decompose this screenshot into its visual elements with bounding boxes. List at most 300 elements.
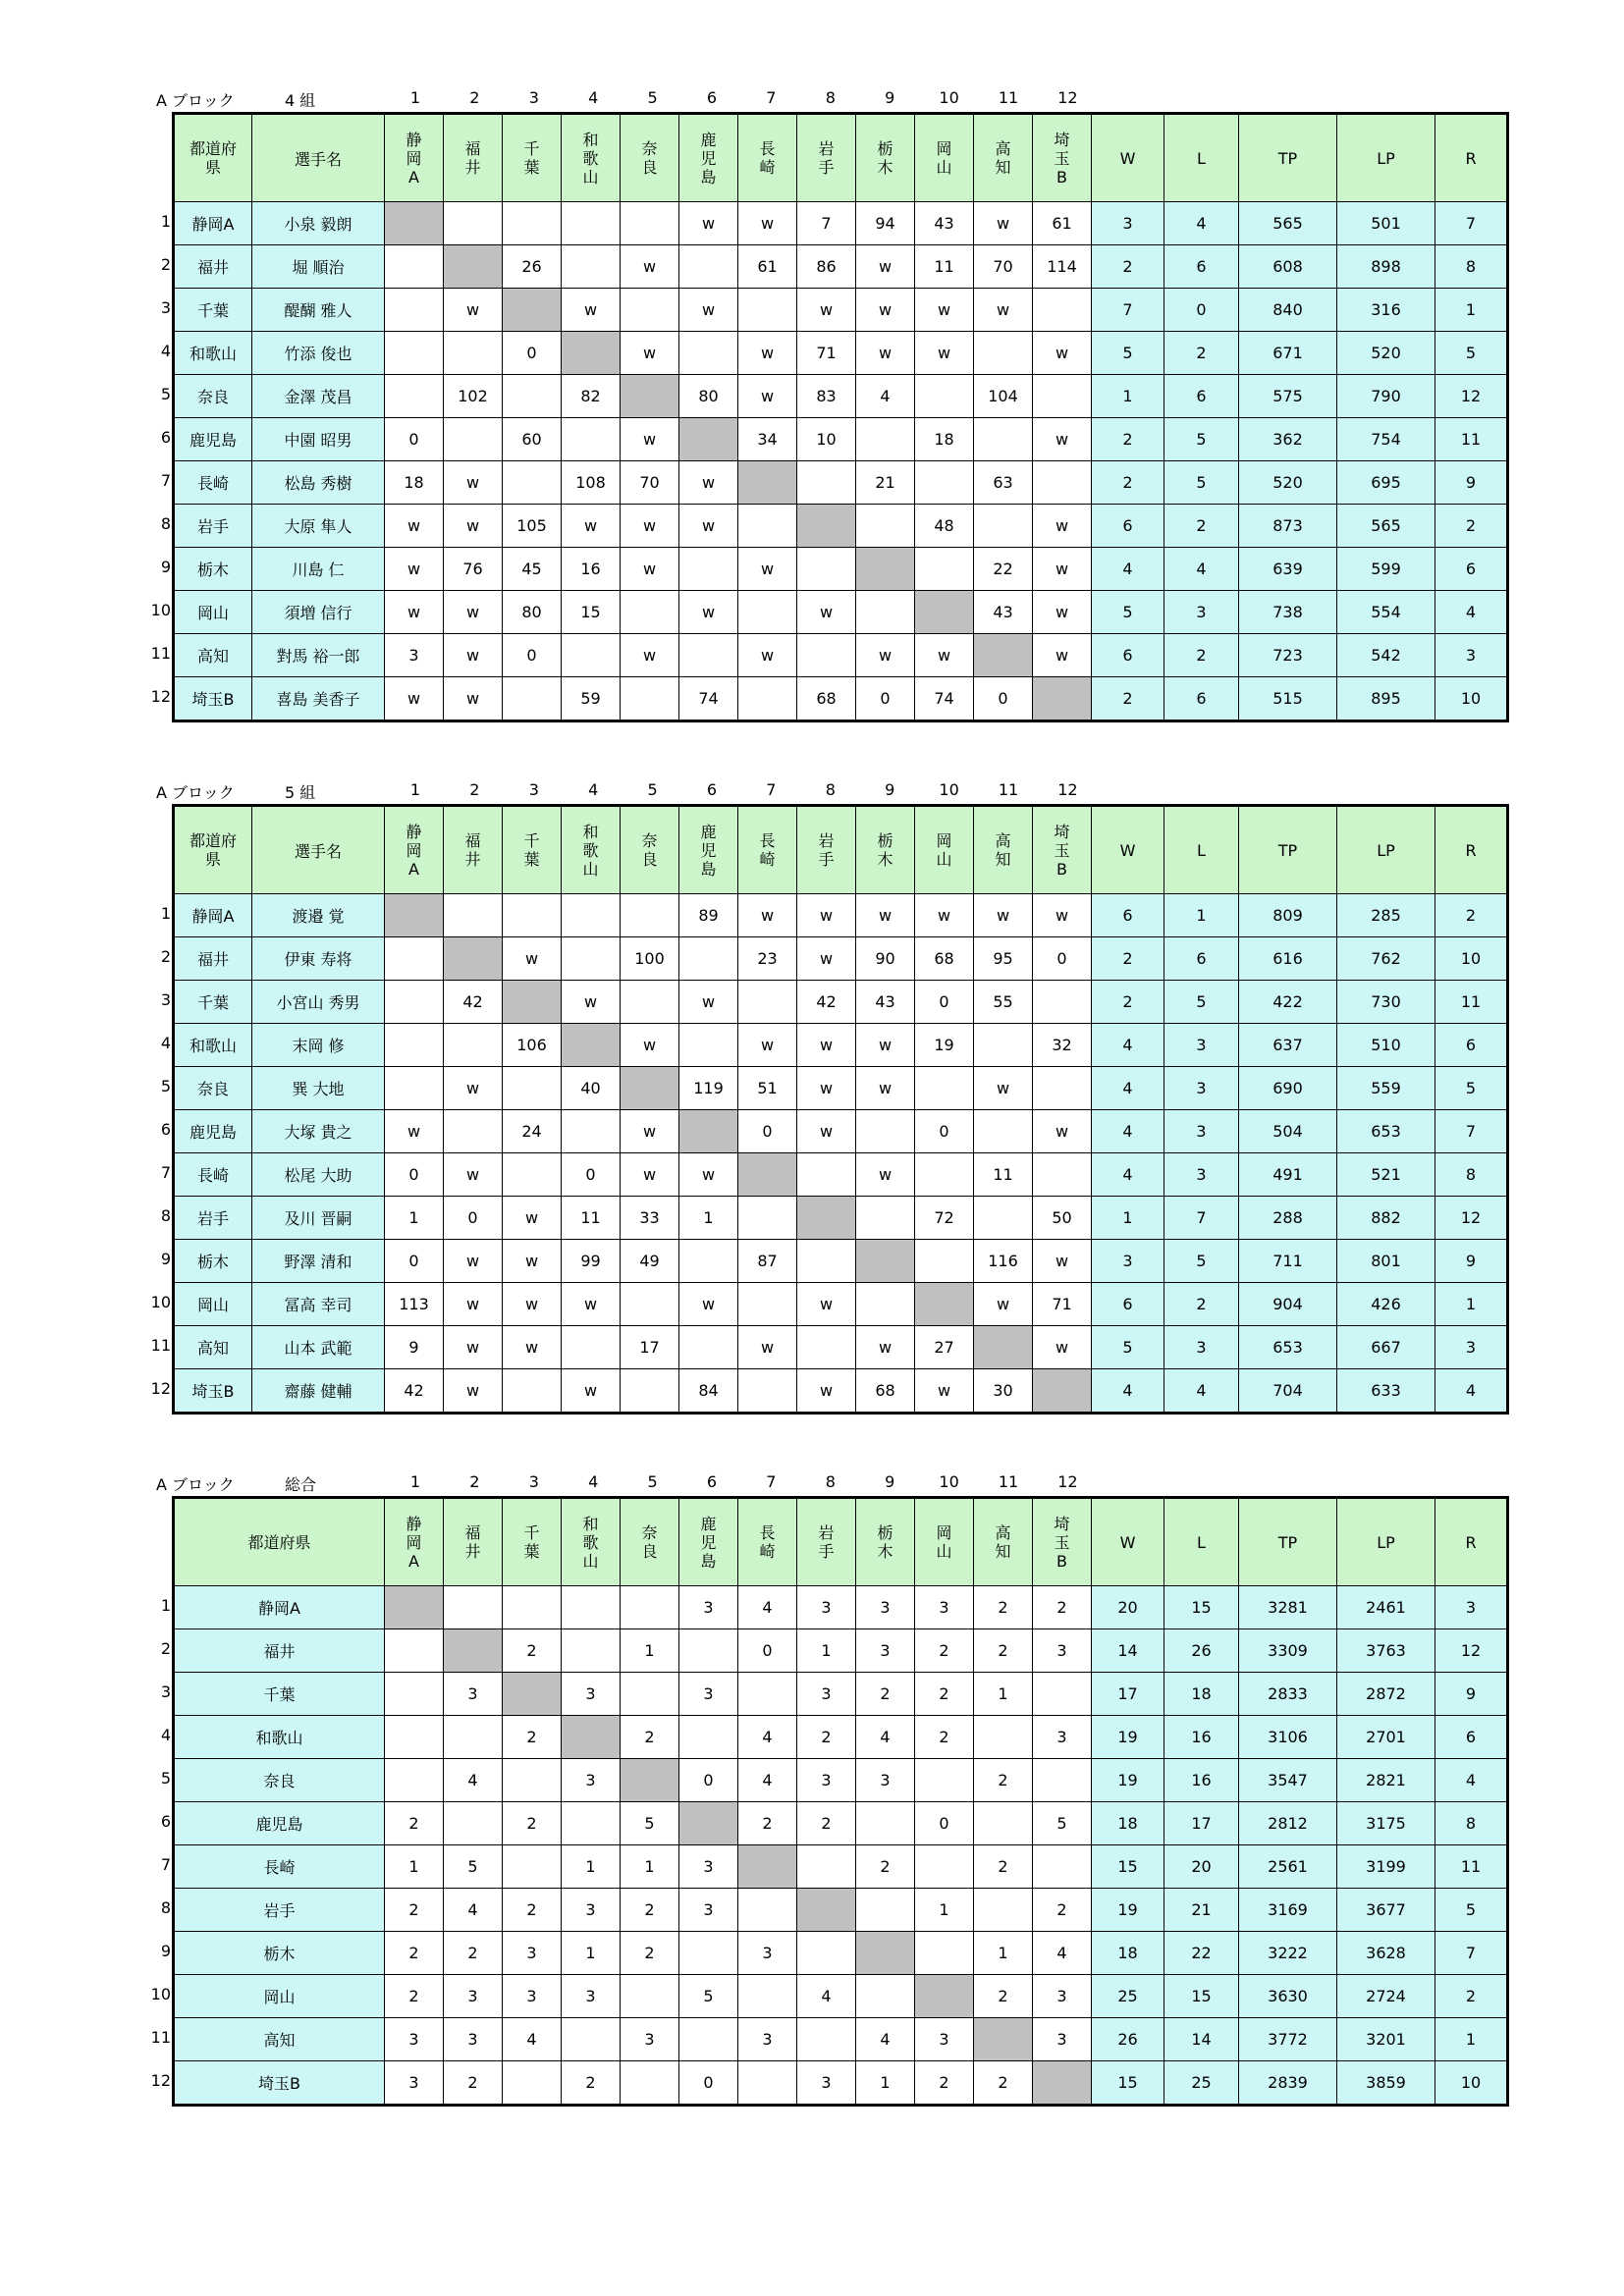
row-pref-text: 静岡A [191,215,235,234]
row-lp: 653 [1337,1110,1435,1153]
result-cell [503,1369,562,1414]
result-cell [562,894,621,937]
header-opponent [1033,114,1092,202]
column-number: 9 [885,1472,895,1491]
self-match-cell [1033,1369,1092,1414]
table-row [174,1759,1508,1802]
header-char: 鹿 [700,130,717,149]
row-wins: 17 [1092,1673,1164,1716]
result-cell [503,894,562,937]
column-number: 10 [939,780,959,799]
result-cell: 49 [621,1240,679,1283]
row-player-name: 川島 仁 [252,548,385,591]
row-tp: 637 [1239,1024,1337,1067]
header-r: R [1435,1498,1508,1586]
result-cell: w [738,894,797,937]
header-opponent [679,114,738,202]
result-cell: 0 [385,1240,444,1283]
result-cell: 11 [974,1153,1033,1197]
row-pref-text: 鹿児島 [189,431,237,450]
row-losses: 0 [1164,289,1239,332]
header-char: 玉 [1054,1532,1070,1552]
header-char: 福 [464,831,481,850]
row-rank: 4 [1435,591,1508,634]
result-cell: 0 [738,1629,797,1673]
header-char: 奈 [641,831,658,850]
result-cell [974,1716,1033,1759]
row-rank: 9 [1435,461,1508,505]
row-tp: 616 [1239,937,1337,981]
self-match-cell [679,418,738,461]
header-char: 岡 [936,831,952,850]
result-cell [444,332,503,375]
row-losses: 25 [1164,2061,1239,2106]
result-cell: 5 [621,1802,679,1845]
row-pref-text: 岩手 [263,1901,296,1920]
result-cell: w [385,677,444,721]
result-cell: w [856,634,915,677]
row-tp: 504 [1239,1110,1337,1153]
result-cell: 1 [385,1845,444,1889]
result-cell: w [856,245,915,289]
header-char: 玉 [1054,840,1070,860]
result-cell [738,505,797,548]
result-cell: 50 [1033,1197,1092,1240]
result-cell: w [562,1283,621,1326]
header-char: 島 [700,859,717,879]
result-cell [621,591,679,634]
result-cell: 71 [797,332,856,375]
result-cell [503,1759,562,1802]
header-pref [174,114,252,202]
result-cell: w [1033,894,1092,937]
row-pref [150,677,252,721]
result-cell: 2 [562,2061,621,2106]
result-cell: 61 [738,245,797,289]
header-pref [174,806,252,894]
self-match-cell [738,1153,797,1197]
result-cell [621,1283,679,1326]
row-lp: 521 [1337,1153,1435,1197]
row-number: 3 [160,298,171,317]
row-number: 12 [150,687,171,706]
result-cell: 1 [974,1673,1033,1716]
column-number: 5 [647,88,658,107]
header-opponent [974,1498,1033,1586]
row-pref-text: 鹿児島 [255,1815,303,1834]
result-cell: 3 [679,1586,738,1629]
result-cell [1033,289,1092,332]
result-cell: 3 [797,1586,856,1629]
result-cell: 87 [738,1240,797,1283]
result-cell: 74 [915,677,974,721]
column-number: 5 [647,1472,658,1491]
result-cell [679,332,738,375]
header-char: 良 [641,850,658,869]
result-cell: 3 [562,1673,621,1716]
result-cell: 84 [679,1369,738,1414]
row-wins: 6 [1092,1283,1164,1326]
column-number: 10 [939,88,959,107]
result-cell: 9 [385,1326,444,1369]
row-pref-text: 長崎 [196,474,229,493]
result-cell: 2 [974,1586,1033,1629]
self-match-cell [385,202,444,245]
result-cell: w [621,634,679,677]
result-cell [503,461,562,505]
row-losses: 5 [1164,461,1239,505]
result-cell: 2 [503,1716,562,1759]
result-cell: 7 [797,202,856,245]
result-cell: 80 [679,375,738,418]
header-tp: TP [1239,114,1337,202]
row-tp: 422 [1239,981,1337,1024]
row-pref [160,461,252,505]
row-rank: 2 [1435,505,1508,548]
table-row [174,1369,1508,1414]
result-cell: 2 [974,1629,1033,1673]
row-lp: 790 [1337,375,1435,418]
result-cell: 2 [915,1673,974,1716]
header-char: 岡 [406,148,422,168]
result-cell [738,1975,797,2018]
header-opponent [385,1498,444,1586]
result-cell [1033,375,1092,418]
result-cell [385,981,444,1024]
header-row [174,114,1508,202]
header-char: 児 [700,148,717,168]
column-number: 3 [528,780,539,799]
result-cell: 3 [385,2061,444,2106]
row-lp: 3175 [1337,1802,1435,1845]
column-number: 11 [998,780,1019,799]
row-losses: 3 [1164,1110,1239,1153]
result-cell [915,1759,974,1802]
row-tp: 840 [1239,289,1337,332]
result-cell: 2 [1033,1889,1092,1932]
result-cell: 27 [915,1326,974,1369]
row-tp: 520 [1239,461,1337,505]
row-rank: 3 [1435,634,1508,677]
result-cell [444,1716,503,1759]
block-title: A ブロック [156,783,235,802]
row-pref [150,1369,252,1414]
result-cell [621,1369,679,1414]
row-rank: 2 [1435,894,1508,937]
result-cell: 2 [915,1629,974,1673]
self-match-cell [915,591,974,634]
row-losses: 2 [1164,505,1239,548]
header-opponent [385,114,444,202]
result-cell: 1 [562,1932,621,1975]
row-pref [160,1067,252,1110]
result-cell [797,1932,856,1975]
result-cell: 3 [444,1673,503,1716]
row-player-name: 冨高 幸司 [252,1283,385,1326]
result-cell [679,1326,738,1369]
result-cell: w [738,375,797,418]
result-cell: 0 [856,677,915,721]
result-cell [856,418,915,461]
row-rank: 11 [1435,1845,1508,1889]
table-row [174,1889,1508,1932]
column-number: 10 [939,1472,959,1491]
header-opponent [974,806,1033,894]
row-pref-text: 岡山 [196,1296,229,1314]
header-char: 千 [523,831,540,850]
header-opponent [738,1498,797,1586]
column-number: 3 [528,1472,539,1491]
header-char: 山 [936,1542,952,1561]
row-player-name: 山本 武範 [252,1326,385,1369]
row-pref-text: 岩手 [196,1209,229,1228]
header-char: 崎 [759,850,776,869]
result-cell: 1 [974,1932,1033,1975]
row-rank: 4 [1435,1759,1508,1802]
result-cell: w [503,1240,562,1283]
row-wins: 26 [1092,2018,1164,2061]
result-cell: w [679,1153,738,1197]
column-number: 1 [409,1472,421,1491]
row-player-name: 中園 昭男 [252,418,385,461]
column-number: 9 [885,88,895,107]
result-cell: w [621,245,679,289]
result-cell: 82 [562,375,621,418]
table-row [174,505,1508,548]
row-lp: 3628 [1337,1932,1435,1975]
row-rank: 5 [1435,332,1508,375]
result-cell: 24 [503,1110,562,1153]
row-rank: 3 [1435,1326,1508,1369]
result-cell: 70 [621,461,679,505]
row-wins: 2 [1092,245,1164,289]
table-row [174,375,1508,418]
header-lp: LP [1337,114,1435,202]
row-lp: 754 [1337,418,1435,461]
result-cell: w [444,1369,503,1414]
result-cell [856,1197,915,1240]
result-cell: w [621,418,679,461]
row-number: 8 [160,1898,171,1917]
result-cell: 2 [915,2061,974,2106]
header-opponent [621,806,679,894]
row-lp: 2724 [1337,1975,1435,2018]
result-cell [679,245,738,289]
row-tp: 809 [1239,894,1337,937]
row-rank: 7 [1435,202,1508,245]
block-4-kumi [152,86,1527,722]
result-cell [385,1759,444,1802]
result-cell: 2 [385,1889,444,1932]
header-char: 岩 [818,139,835,158]
self-match-cell [797,1889,856,1932]
row-losses: 5 [1164,981,1239,1024]
row-player-name: 大原 隼人 [252,505,385,548]
row-lp: 554 [1337,591,1435,634]
row-pref-text: 静岡A [258,1599,300,1618]
header-opponent [503,114,562,202]
header-pref-text: 都道府県 [189,831,237,869]
header-char: 和 [582,1514,599,1533]
row-losses: 2 [1164,1283,1239,1326]
row-pref [160,1110,252,1153]
row-wins: 7 [1092,289,1164,332]
row-lp: 501 [1337,202,1435,245]
row-rank: 12 [1435,375,1508,418]
header-opponent [679,1498,738,1586]
result-cell: w [974,289,1033,332]
result-cell: 32 [1033,1024,1092,1067]
row-pref [160,1153,252,1197]
result-cell: w [797,1369,856,1414]
row-wins: 5 [1092,332,1164,375]
header-opponent [503,1498,562,1586]
result-cell: w [679,591,738,634]
result-cell: 2 [621,1716,679,1759]
row-player-name: 金澤 茂昌 [252,375,385,418]
result-cell [562,1802,621,1845]
table-row [174,1932,1508,1975]
row-losses: 21 [1164,1889,1239,1932]
header-char: 手 [818,1542,835,1561]
result-cell [679,548,738,591]
row-number: 2 [160,1639,171,1658]
result-cell: 1 [385,1197,444,1240]
result-cell [385,937,444,981]
result-cell [915,461,974,505]
result-cell [385,1716,444,1759]
row-pref-text: 長崎 [263,1858,296,1877]
result-cell [797,1326,856,1369]
self-match-cell [797,1197,856,1240]
result-cell [444,202,503,245]
header-opponent [1033,806,1092,894]
result-cell: 94 [856,202,915,245]
row-player-name: 小泉 毅朗 [252,202,385,245]
result-cell: 3 [856,1586,915,1629]
row-pref [150,634,252,677]
result-cell: 61 [1033,202,1092,245]
table-row [174,1802,1508,1845]
row-tp: 362 [1239,418,1337,461]
row-number: 6 [160,1120,171,1139]
row-pref [160,332,252,375]
row-pref [160,1024,252,1067]
row-rank: 10 [1435,2061,1508,2106]
header-char: 山 [936,850,952,869]
row-losses: 1 [1164,894,1239,937]
self-match-cell [503,289,562,332]
row-player-name: 伊東 寿将 [252,937,385,981]
row-pref-text: 栃木 [196,561,229,579]
row-pref [160,1197,252,1240]
row-pref-text: 和歌山 [255,1729,303,1747]
row-tp: 904 [1239,1283,1337,1326]
result-cell [738,677,797,721]
result-cell: 3 [915,2018,974,2061]
result-cell: 4 [738,1716,797,1759]
row-losses: 3 [1164,1326,1239,1369]
row-number: 2 [160,947,171,966]
row-number: 10 [150,1985,171,2003]
result-cell: w [797,937,856,981]
row-wins: 5 [1092,1326,1164,1369]
result-cell: 21 [856,461,915,505]
row-pref-text: 岡山 [263,1988,296,2006]
row-wins: 6 [1092,634,1164,677]
header-char: 和 [582,822,599,841]
result-cell [797,634,856,677]
row-losses: 4 [1164,202,1239,245]
row-player-name: 醍醐 雅人 [252,289,385,332]
result-cell: w [444,1153,503,1197]
header-char: 奈 [641,1523,658,1542]
result-cell: w [444,591,503,634]
row-rank: 2 [1435,1975,1508,2018]
result-cell [738,1283,797,1326]
row-rank: 6 [1435,1716,1508,1759]
group-label: 総合 [285,1475,317,1494]
result-cell: w [385,1110,444,1153]
result-cell: 4 [503,2018,562,2061]
header-char: 山 [582,859,599,879]
result-cell: 2 [621,1932,679,1975]
header-char: 栃 [877,139,893,158]
row-pref [160,1240,252,1283]
column-number: 6 [706,88,718,107]
row-tp: 491 [1239,1153,1337,1197]
header-char: 井 [464,850,481,869]
table-row [174,1283,1508,1326]
row-number: 4 [160,1034,171,1052]
row-rank: 5 [1435,1067,1508,1110]
row-wins: 4 [1092,548,1164,591]
result-cell: 2 [974,1759,1033,1802]
row-number: 5 [160,385,171,403]
row-player-name: 松尾 大助 [252,1153,385,1197]
self-match-cell [503,981,562,1024]
result-cell: w [503,937,562,981]
self-match-cell [738,461,797,505]
row-pref-text: 福井 [196,950,229,969]
result-cell: 3 [562,1889,621,1932]
standings-table [150,112,1509,722]
header-char: 知 [995,158,1011,177]
result-cell: w [621,1024,679,1067]
row-rank: 11 [1435,981,1508,1024]
row-rank: 6 [1435,548,1508,591]
row-number: 2 [160,255,171,274]
result-cell: 51 [738,1067,797,1110]
row-tp: 2561 [1239,1845,1337,1889]
row-pref-text: 和歌山 [189,1037,237,1055]
column-number: 7 [766,780,777,799]
row-tp: 3547 [1239,1759,1337,1802]
row-pref [150,1975,385,2018]
row-pref-text: 奈良 [263,1772,296,1790]
result-cell: 76 [444,548,503,591]
result-cell: w [856,332,915,375]
result-cell: 18 [915,418,974,461]
header-char: 鹿 [700,1514,717,1533]
result-cell [738,591,797,634]
result-cell [797,2018,856,2061]
result-cell: 2 [738,1802,797,1845]
result-cell [621,981,679,1024]
result-cell: 45 [503,548,562,591]
result-cell: w [1033,634,1092,677]
header-lp: LP [1337,1498,1435,1586]
